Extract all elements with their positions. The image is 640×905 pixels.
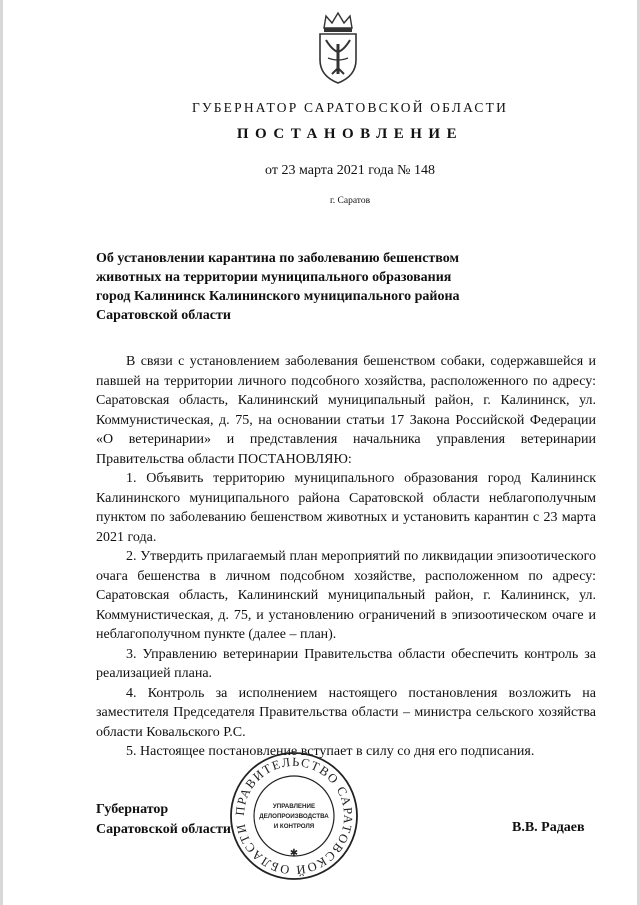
document-type: ПОСТАНОВЛЕНИЕ bbox=[236, 126, 464, 142]
title-line: город Калининск Калининского муниципального района bbox=[96, 289, 460, 304]
document-body bbox=[96, 352, 596, 762]
decree-item-1: 1. Объявить территорию муниципального образования город Калининск Калининского муниципального района Саратовской области неблагополучным пунктом по заболеванию бешенством животных и установить карантин с 23 марта 2021 года. bbox=[96, 471, 596, 545]
decree-item-3: 3. Управлению ветеринарии Правительства области обеспечить контроль за реализацией плана. bbox=[96, 646, 596, 681]
document-title bbox=[96, 249, 516, 325]
decree-item-4: 4. Контроль за исполнением настоящего постановления возложить на заместителя Председателя Правительства области – министра сельского хозяйства области Ковальского Р.С. bbox=[96, 685, 596, 740]
title-line: Саратовской области bbox=[96, 308, 231, 323]
decree-item-5: 5. Настоящее постановление вступает в силу со дня его подписания. bbox=[126, 744, 535, 759]
document-city: г. Саратов bbox=[329, 196, 371, 206]
stamp-center-line: И КОНТРОЛЯ bbox=[273, 823, 315, 830]
title-line: животных на территории муниципального образования bbox=[96, 270, 452, 285]
stamp-ring-text: ПРАВИТЕЛЬСТВО САРАТОВСКОЙ ОБЛАСТИ bbox=[232, 754, 356, 878]
signatory-position-line: Саратовской области bbox=[96, 822, 231, 837]
issuing-authority: ГУБЕРНАТОР САРАТОВСКОЙ ОБЛАСТИ bbox=[191, 100, 509, 115]
signatory-position bbox=[96, 800, 231, 840]
stamp-center-line: ДЕЛОПРОИЗВОДСТВА bbox=[259, 813, 329, 820]
title-line: Об установлении карантина по заболеванию бешенством bbox=[96, 251, 460, 266]
intro-paragraph: В связи с установлением заболевания бешенством собаки, содержавшейся и павшей на территории личного подсобного хозяйства, расположенного по адресу: Саратовская область, Калининский муниципальный район, г. Калининск, ул. Коммунистическая, д. 75, на основании статьи 17 Закона Российской Федерации «О ветеринарии» и представления начальника управления ветеринарии Правительства области ПОСТАНОВЛЯЮ: bbox=[96, 354, 596, 467]
stamp-star-icon: ✱ bbox=[289, 848, 299, 859]
stamp-center-line: УПРАВЛЕНИЕ bbox=[272, 803, 316, 810]
document-date-number: от 23 марта 2021 года № 148 bbox=[265, 163, 435, 178]
signatory-name: В.В. Радаев bbox=[512, 820, 585, 835]
coat-of-arms-icon bbox=[312, 10, 364, 86]
decree-item-2: 2. Утвердить прилагаемый план мероприятий по ликвидации эпизоотического очага бешенства в личном подсобном хозяйстве, расположенном по адресу: Саратовская область, Калининский муниципальный район, г. Калининск, ул. Коммунистическая, д. 75, и установлению ограничений в эпизоотическом очаге и неблагополучном пункте (далее – план). bbox=[96, 549, 596, 642]
signatory-position-line: Губернатор bbox=[96, 802, 169, 817]
official-stamp bbox=[228, 750, 360, 882]
